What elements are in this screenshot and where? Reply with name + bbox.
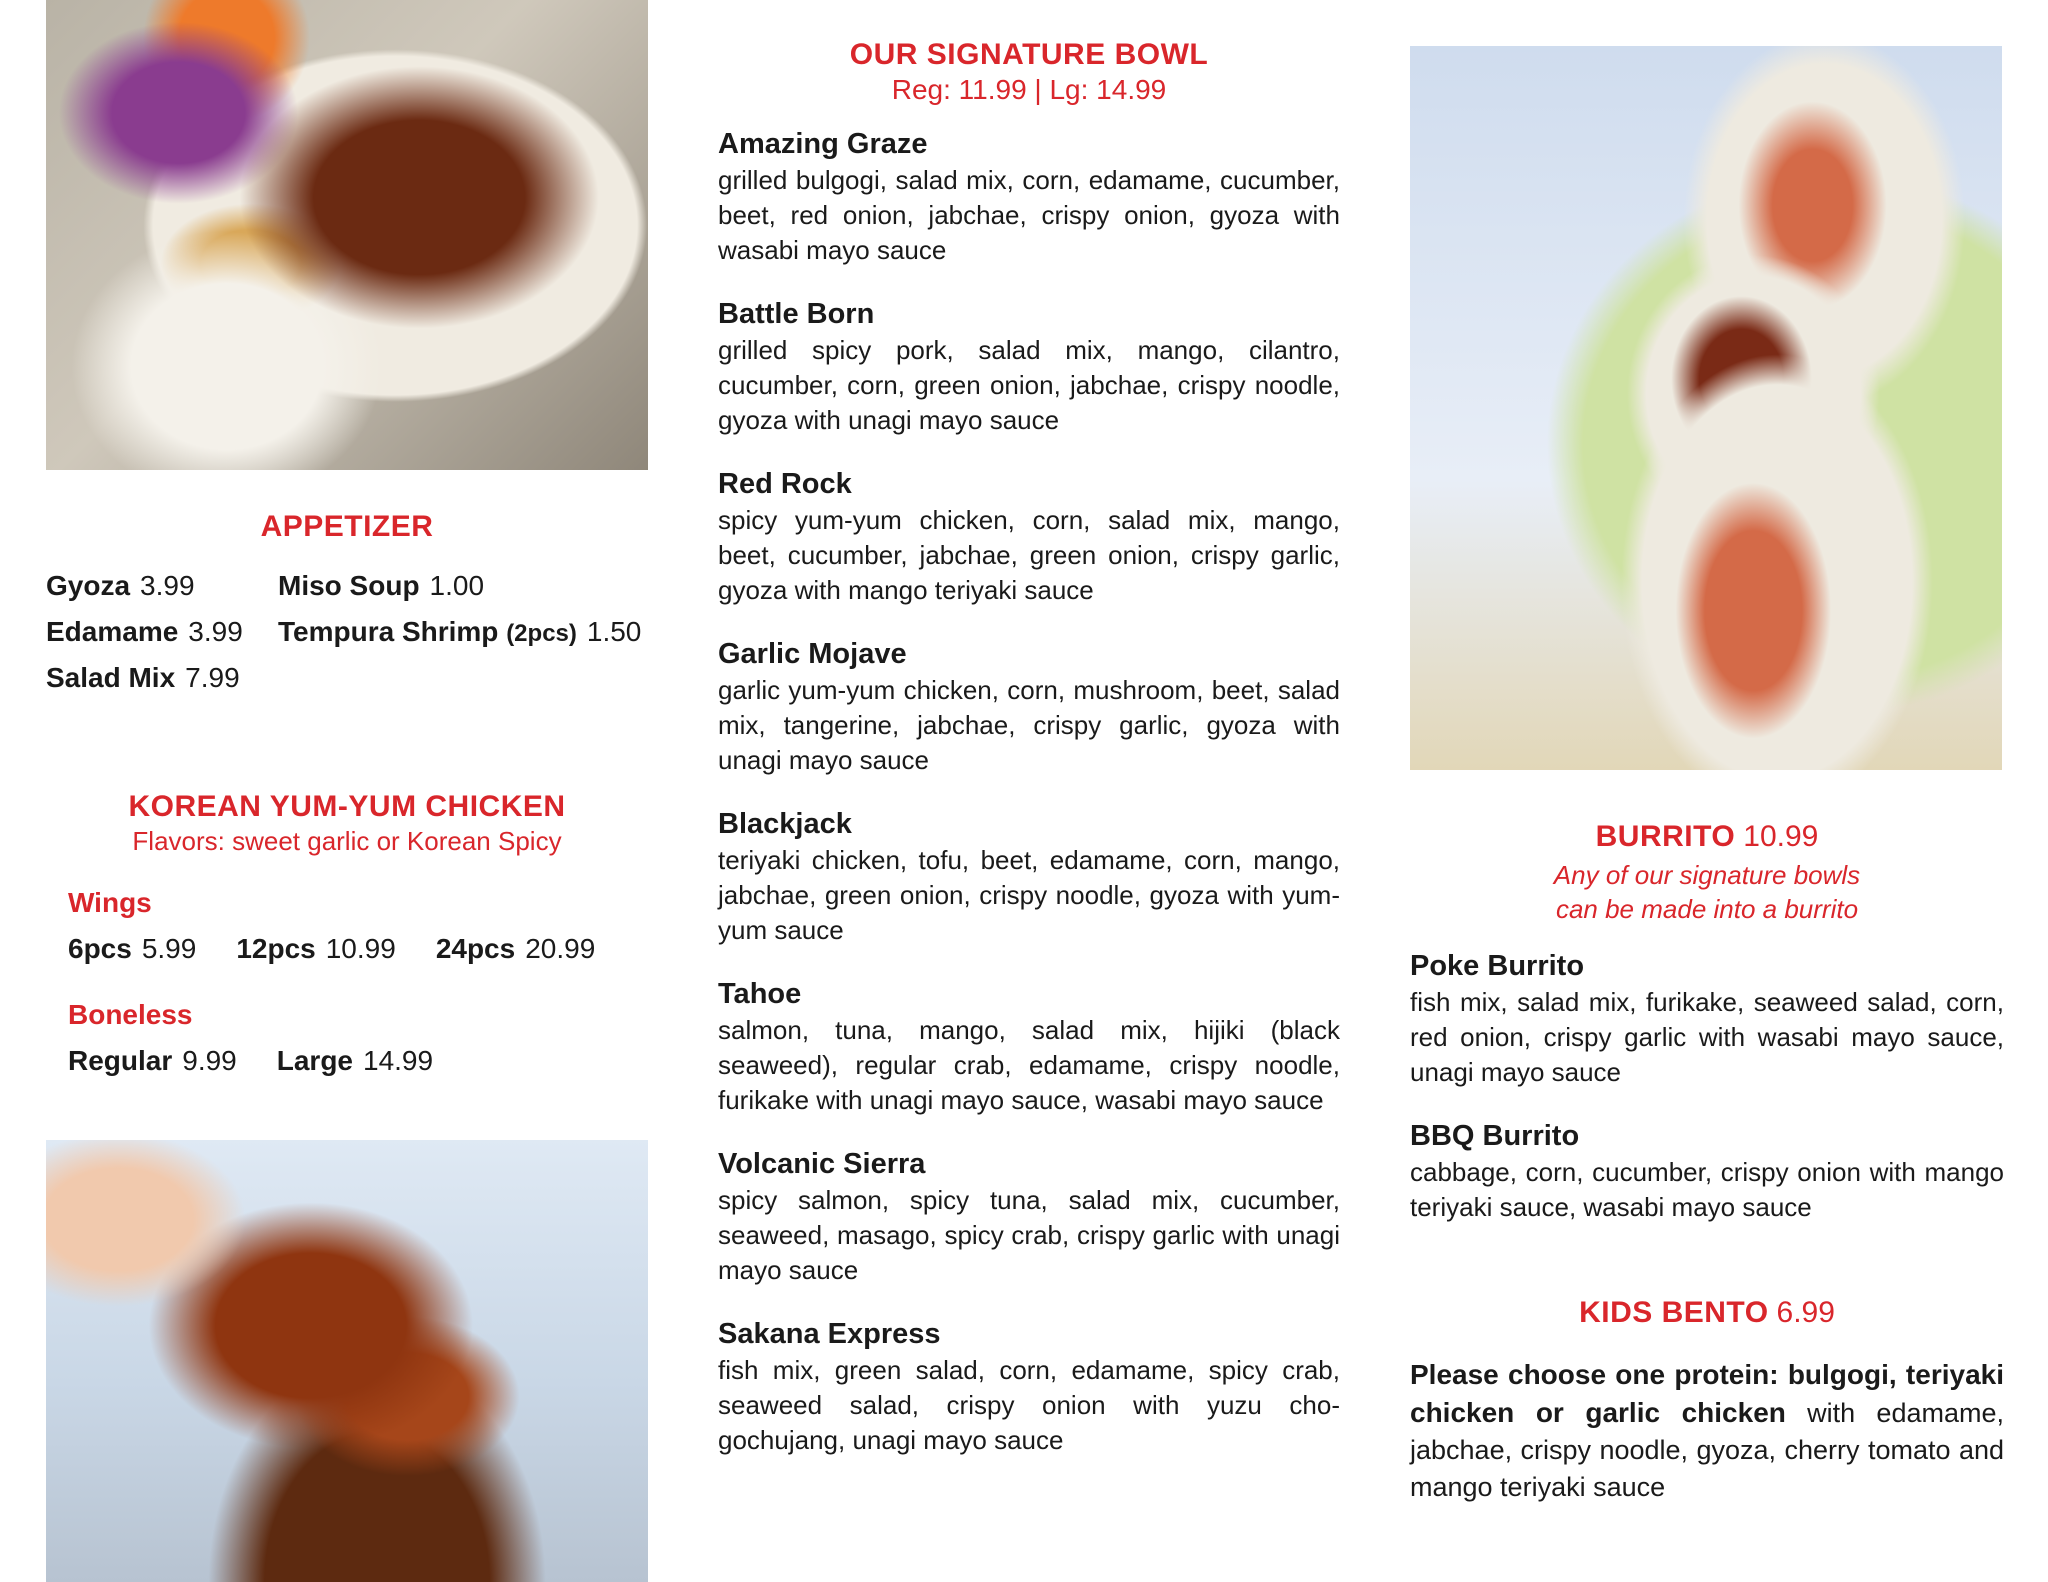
appetizer-title: APPETIZER <box>260 510 434 543</box>
burrito-list <box>1410 950 2004 1225</box>
signature-bowl-photo <box>46 0 648 470</box>
boneless-label: Boneless <box>68 999 193 1030</box>
list-item: Sakana Express fish mix, green salad, corn, edamame, spicy crab, seaweed salad, crispy onion with yuzu cho-gochujang, unagi mayo sauce <box>718 1318 1340 1455</box>
yumyum-subtitle: Flavors: sweet garlic or Korean Spicy <box>132 826 562 856</box>
burrito-photo <box>1410 46 2002 770</box>
list-item: Poke Burrito fish mix, salad mix, furikake, seaweed salad, corn, red onion, crispy garlic with wasabi mayo sauce, unagi mayo sauce <box>1410 950 2004 1087</box>
list-item: Garlic Mojave garlic yum-yum chicken, corn, mushroom, beet, salad mix, tangerine, jabchae, crispy garlic, gyoza with unagi mayo sauce <box>718 638 1340 775</box>
menu-item: Tempura Shrimp (2pcs) 1.50 <box>278 616 642 647</box>
burrito-title: BURRITO 10.99 <box>1595 820 1819 853</box>
appetizer-list <box>46 570 648 694</box>
menu-item: 12pcs 10.99 <box>236 933 396 964</box>
list-item: Red Rock spicy yum-yum chicken, corn, salad mix, mango, beet, cucumber, jabchae, green onion, crispy garlic, gyoza with mango teriyaki sauce <box>718 468 1340 605</box>
boneless-options <box>68 1045 648 1077</box>
bowl-size-prices: Reg: 11.99 | Lg: 14.99 <box>891 74 1167 105</box>
menu-item: Miso Soup 1.00 <box>278 570 485 601</box>
wings-group <box>46 887 648 965</box>
menu-item: 6pcs 5.99 <box>68 933 197 964</box>
burrito-note: Any of our signature bowls can be made into a burrito <box>1553 860 1861 924</box>
menu-item: Regular 9.99 <box>68 1045 237 1076</box>
wings-label: Wings <box>68 887 152 918</box>
list-item: Tahoe salmon, tuna, mango, salad mix, hijiki (black seaweed), regular crab, edamame, crispy noodle, furikake with unagi mayo sauce, wasabi mayo sauce <box>718 978 1340 1115</box>
boneless-group <box>46 999 648 1077</box>
list-item: Volcanic Sierra spicy salmon, spicy tuna, salad mix, cucumber, seaweed, masago, spicy crab, crispy garlic with unagi mayo sauce <box>718 1148 1340 1285</box>
signature-bowl-section <box>718 38 1340 1458</box>
list-item: Amazing Graze grilled bulgogi, salad mix, corn, edamame, cucumber, beet, red onion, jabchae, crispy onion, gyoza with wasabi mayo sauce <box>718 128 1340 265</box>
yumyum-title: KOREAN YUM-YUM CHICKEN <box>128 790 566 823</box>
menu-item: Large 14.99 <box>276 1045 434 1076</box>
menu-item: Salad Mix 7.99 <box>46 662 240 693</box>
chicken-wing-photo <box>46 1140 648 1582</box>
list-item: Blackjack teriyaki chicken, tofu, beet, edamame, corn, mango, jabchae, green onion, crispy noodle, gyoza with yum-yum sauce <box>718 808 1340 945</box>
kids-bento-description: Please choose one protein: bulgogi, teriyaki chicken or garlic chicken with edamame, jabchae, crispy noodle, gyoza, cherry tomato and mango teriyaki sauce <box>1410 1359 2004 1502</box>
appetizer-section <box>46 510 648 694</box>
kids-bento-title: KIDS BENTO 6.99 <box>1579 1296 1835 1329</box>
kids-bento-section <box>1410 1296 2004 1533</box>
menu-item: Gyoza 3.99 <box>46 570 195 601</box>
signature-title: OUR SIGNATURE BOWL <box>849 38 1209 71</box>
list-item: BBQ Burrito cabbage, corn, cucumber, crispy onion with mango teriyaki sauce, wasabi mayo sauce <box>1410 1120 2004 1222</box>
list-item: Battle Born grilled spicy pork, salad mix, mango, cilantro, cucumber, corn, green onion, jabchae, crispy noodle, gyoza with unagi mayo sauce <box>718 298 1340 435</box>
wings-options <box>68 933 648 965</box>
bowl-list <box>718 128 1340 1458</box>
menu-item: Edamame 3.99 <box>46 616 243 647</box>
burrito-section <box>1410 820 2004 1225</box>
menu-item: 24pcs 20.99 <box>435 933 596 964</box>
yumyum-chicken-section <box>46 790 648 1077</box>
